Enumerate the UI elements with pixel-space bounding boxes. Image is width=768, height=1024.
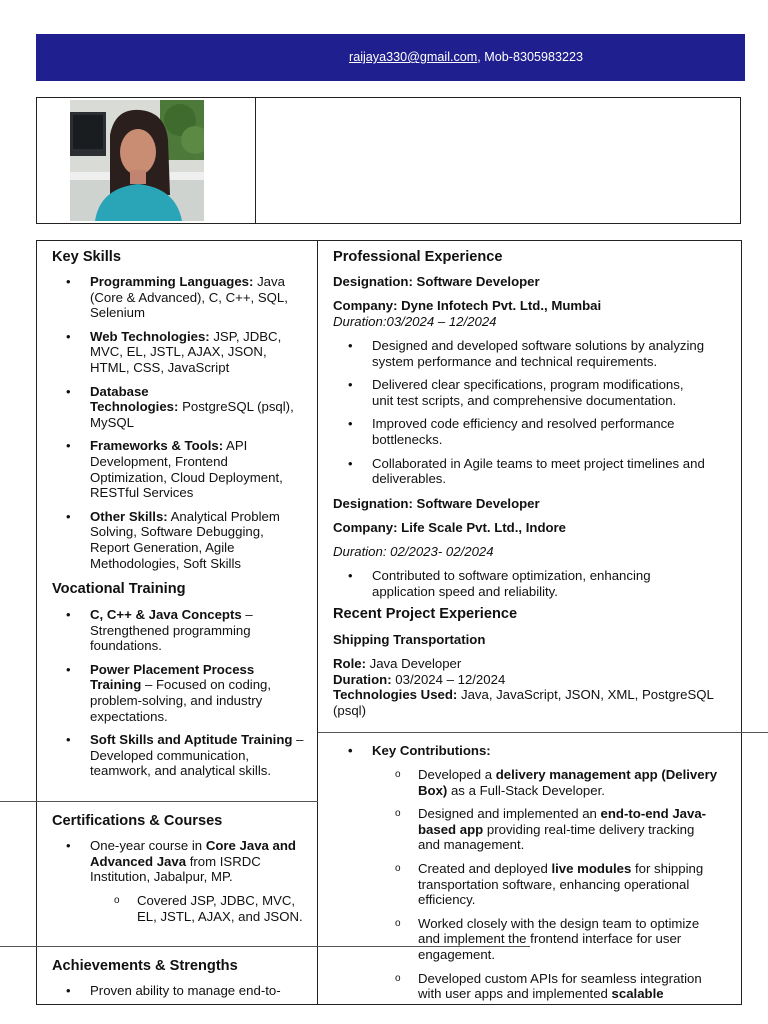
list-item: • Key Contributions:	[372, 743, 740, 759]
list-item: • Delivered clear specifications, program modifications, unit test scripts, and comprehensive documentation.	[372, 377, 740, 408]
list-item: o Developed a delivery management app (Delivery Box) as a Full-Stack Developer.	[418, 767, 740, 798]
job1-designation: Designation: Software Developer	[333, 274, 540, 289]
key-skills-list	[90, 274, 310, 571]
list-item: o Created and deployed live modules for shipping transportation software, enhancing operational efficiency.	[418, 861, 740, 908]
certifications-sublist	[137, 893, 317, 924]
list-item: • C, C++ & Java Concepts – Strengthened programming foundations.	[90, 607, 315, 654]
experience-heading: Professional Experience	[333, 249, 503, 265]
certifications-heading: Certifications & Courses	[52, 813, 223, 829]
job2-designation: Designation: Software Developer	[333, 496, 540, 511]
contributions-sublist	[418, 767, 740, 1002]
job1-company: Company: Dyne Infotech Pvt. Ltd., Mumbai	[333, 298, 602, 313]
phone-text: , Mob-8305983223	[477, 50, 584, 64]
list-item: • One-year course in Core Java and Advanced Java from ISRDC Institution, Jabalpur, MP.	[90, 838, 315, 885]
vocational-heading: Vocational Training	[52, 581, 186, 597]
list-item: • Database Technologies: PostgreSQL (psql), MySQL	[90, 384, 310, 431]
column-divider	[317, 240, 318, 1005]
email-link[interactable]: raijaya330@gmail.com	[349, 50, 478, 64]
job1-bullets	[372, 338, 740, 487]
list-item: o Covered JSP, JDBC, MVC, EL, JSTL, AJAX, and JSON.	[137, 893, 317, 924]
name-box	[255, 97, 741, 224]
project-details: Role: Java Developer Duration: 03/2024 – 12/2024 Technologies Used: Java, JavaScript, JSON, XML, PostgreSQL (psql)	[333, 656, 714, 718]
project-name: Shipping Transportation	[333, 632, 486, 647]
list-item: o Developed custom APIs for seamless integration with user apps and implemented scalable	[418, 971, 740, 1002]
achievements-heading: Achievements & Strengths	[52, 958, 238, 974]
left-section-line-1	[0, 801, 318, 802]
list-item: • Power Placement Process Training – Focused on coding, problem-solving, and industry expectations.	[90, 662, 315, 724]
list-item: • Web Technologies: JSP, JDBC, MVC, EL, JSTL, AJAX, JSON, HTML, CSS, JavaScript	[90, 329, 310, 376]
contact-info	[349, 50, 583, 66]
list-item: o Designed and implemented an end-to-end Java- based app providing real-time delivery tracking and management.	[418, 806, 740, 853]
list-item: • Improved code efficiency and resolved performance bottlenecks.	[372, 416, 740, 447]
job2-bullets	[372, 568, 740, 599]
list-item: • Other Skills: Analytical Problem Solving, Software Debugging, Report Generation, Agile Methodologies, Soft Skills	[90, 509, 310, 571]
list-item: • Contributed to software optimization, enhancing application speed and reliability.	[372, 568, 740, 599]
list-item: • Frameworks & Tools: API Development, Frontend Optimization, Cloud Deployment, RESTful Services	[90, 438, 310, 500]
achievements-list	[90, 983, 315, 999]
list-item: o Worked closely with the design team to optimize and implement the frontend interface for user engagement.	[418, 916, 740, 963]
contributions-list	[372, 743, 740, 759]
profile-photo	[70, 100, 204, 221]
list-item: • Designed and developed software solutions by analyzing system performance and technical requirements.	[372, 338, 740, 369]
project-heading: Recent Project Experience	[333, 606, 518, 622]
list-item: • Collaborated in Agile teams to meet project timelines and deliverables.	[372, 456, 740, 487]
key-skills-heading: Key Skills	[52, 249, 121, 265]
certifications-list	[90, 838, 315, 885]
list-item: • Soft Skills and Aptitude Training – Developed communication, teamwork, and analytical skills.	[90, 732, 315, 779]
vocational-list	[90, 607, 315, 779]
list-item: • Proven ability to manage end-to-	[90, 983, 315, 999]
right-section-line	[318, 732, 768, 733]
job2-duration: Duration: 02/2023- 02/2024	[333, 544, 494, 559]
job1-duration: Duration:03/2024 – 12/2024	[333, 314, 497, 329]
job2-company: Company: Life Scale Pvt. Ltd., Indore	[333, 520, 567, 535]
list-item: • Programming Languages: Java (Core & Advanced), C, C++, SQL, Selenium	[90, 274, 310, 321]
